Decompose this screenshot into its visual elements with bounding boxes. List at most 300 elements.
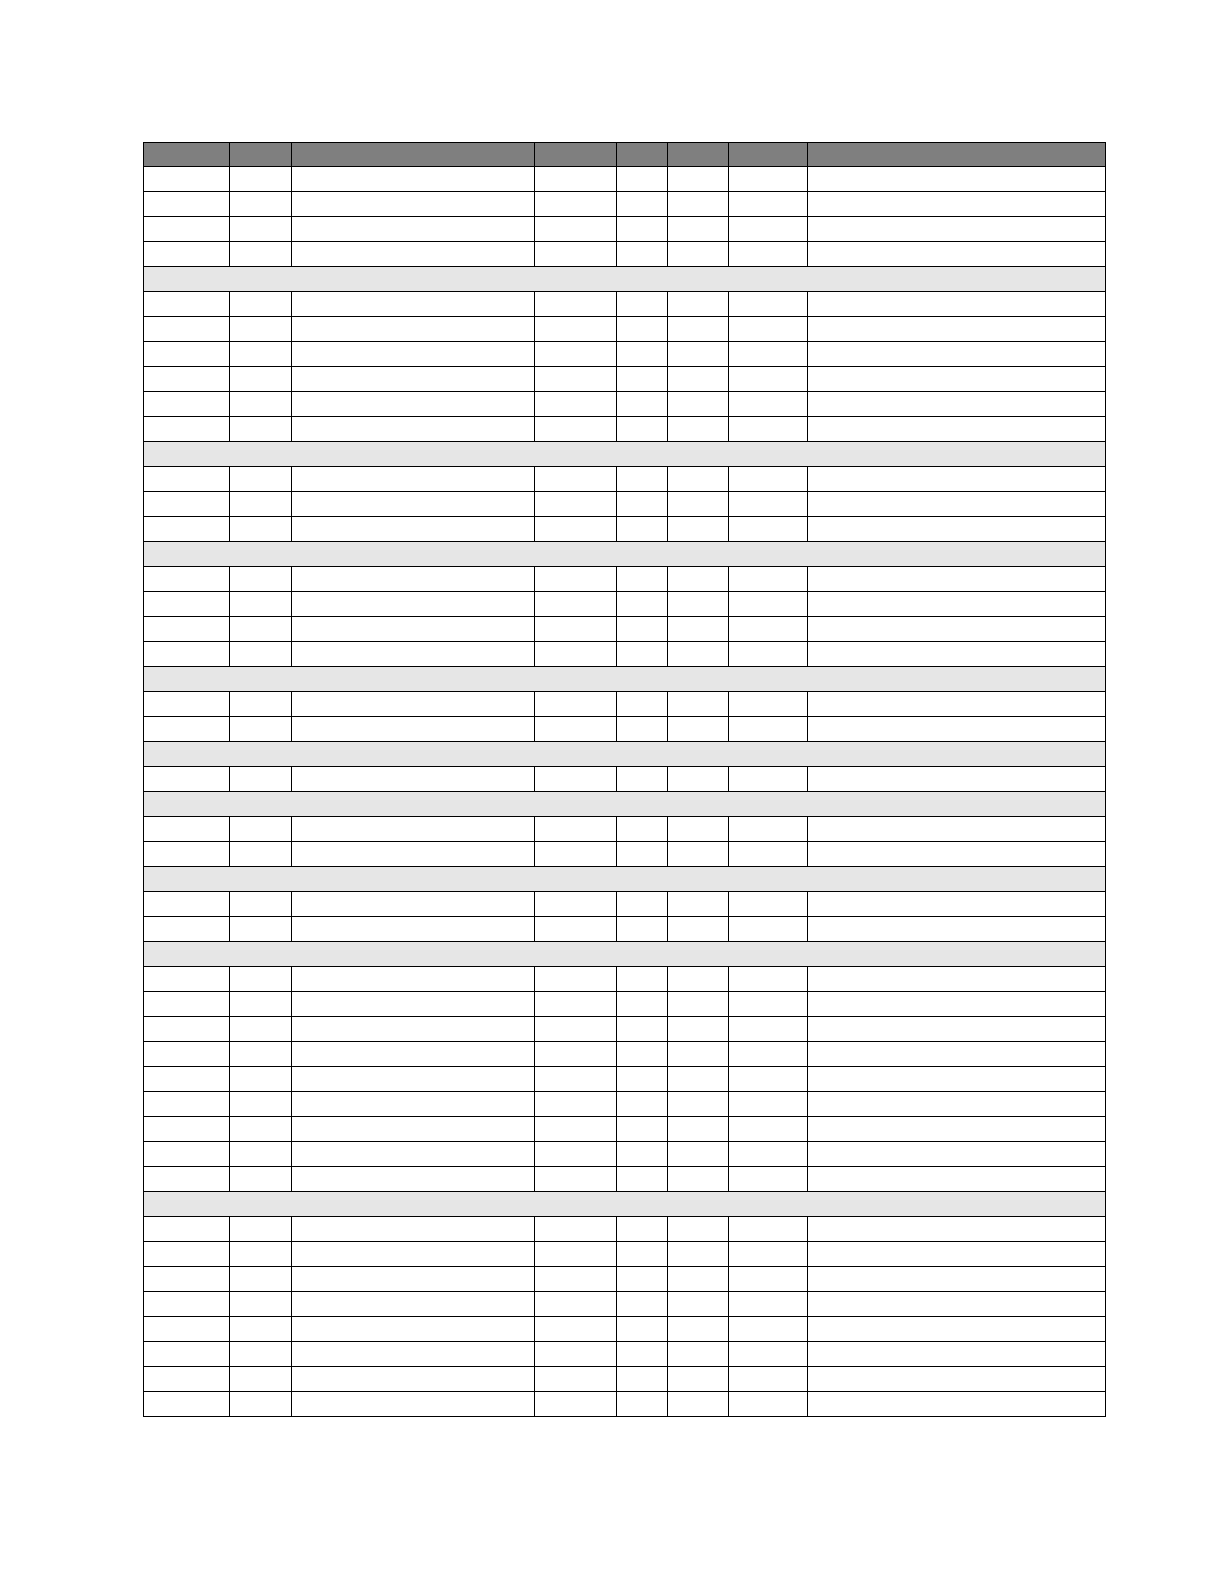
column-header — [535, 143, 617, 167]
table-row — [144, 167, 1106, 192]
table-cell — [808, 367, 1106, 392]
table-cell — [808, 1292, 1106, 1317]
table-cell — [230, 917, 292, 942]
table-cell — [535, 1342, 617, 1367]
table-row — [144, 1167, 1106, 1192]
table-cell — [617, 1042, 668, 1067]
table-cell — [144, 367, 230, 392]
table-cell — [808, 842, 1106, 867]
table-cell — [292, 1392, 535, 1417]
table-cell — [808, 392, 1106, 417]
table-cell — [535, 392, 617, 417]
table-cell — [535, 567, 617, 592]
table-cell — [230, 642, 292, 667]
table-cell — [808, 192, 1106, 217]
table-row — [144, 992, 1106, 1017]
table-cell — [292, 692, 535, 717]
table-row — [144, 1392, 1106, 1417]
table-cell — [144, 1042, 230, 1067]
table-cell — [230, 1167, 292, 1192]
table-cell — [292, 317, 535, 342]
table-cell — [144, 1267, 230, 1292]
table-row — [144, 317, 1106, 342]
table-cell — [668, 717, 729, 742]
table-cell — [808, 342, 1106, 367]
table-cell — [535, 967, 617, 992]
table-cell — [230, 1267, 292, 1292]
table-cell — [617, 842, 668, 867]
table-cell — [729, 1067, 808, 1092]
table-cell — [729, 642, 808, 667]
table-cell — [668, 1267, 729, 1292]
table-cell — [729, 592, 808, 617]
table-cell — [617, 1117, 668, 1142]
table-cell — [729, 492, 808, 517]
table-row — [144, 1242, 1106, 1267]
section-header-cell — [144, 267, 1106, 292]
table-cell — [617, 692, 668, 717]
table-cell — [729, 242, 808, 267]
table-cell — [617, 1092, 668, 1117]
table-cell — [144, 217, 230, 242]
table-cell — [292, 992, 535, 1017]
table-cell — [144, 392, 230, 417]
table-cell — [292, 817, 535, 842]
table-cell — [617, 1067, 668, 1092]
table-cell — [535, 417, 617, 442]
table-cell — [729, 1117, 808, 1142]
table-cell — [535, 367, 617, 392]
table-cell — [292, 617, 535, 642]
table-row — [144, 1067, 1106, 1092]
table-cell — [668, 617, 729, 642]
table-cell — [729, 342, 808, 367]
table-cell — [808, 992, 1106, 1017]
table-cell — [292, 517, 535, 542]
table-cell — [535, 1092, 617, 1117]
table-cell — [808, 1217, 1106, 1242]
table-cell — [144, 1217, 230, 1242]
table-cell — [535, 517, 617, 542]
table-cell — [535, 717, 617, 742]
table-cell — [668, 1242, 729, 1267]
table-cell — [668, 567, 729, 592]
table-cell — [144, 417, 230, 442]
table-cell — [617, 717, 668, 742]
table-cell — [808, 892, 1106, 917]
table-cell — [535, 1242, 617, 1267]
table-cell — [808, 717, 1106, 742]
table-cell — [729, 842, 808, 867]
table-cell — [729, 817, 808, 842]
table-row — [144, 767, 1106, 792]
table-header-row — [144, 143, 1106, 167]
table-row — [144, 1367, 1106, 1392]
table-cell — [617, 967, 668, 992]
table-cell — [668, 242, 729, 267]
table-cell — [668, 767, 729, 792]
table-cell — [230, 617, 292, 642]
table-cell — [144, 917, 230, 942]
table-cell — [230, 217, 292, 242]
table-cell — [144, 1117, 230, 1142]
table-cell — [144, 167, 230, 192]
table-cell — [230, 892, 292, 917]
table-cell — [230, 817, 292, 842]
table-cell — [668, 1167, 729, 1192]
table-row — [144, 917, 1106, 942]
table-cell — [535, 1042, 617, 1067]
table-cell — [668, 592, 729, 617]
table-cell — [668, 967, 729, 992]
table-cell — [535, 342, 617, 367]
table-row — [144, 892, 1106, 917]
table-cell — [808, 617, 1106, 642]
table-cell — [668, 1017, 729, 1042]
table-cell — [230, 692, 292, 717]
table-cell — [144, 192, 230, 217]
table-cell — [617, 1217, 668, 1242]
table-cell — [144, 342, 230, 367]
table-cell — [535, 1392, 617, 1417]
table-cell — [729, 567, 808, 592]
table-cell — [729, 467, 808, 492]
table-cell — [808, 1042, 1106, 1067]
table-cell — [668, 392, 729, 417]
table-cell — [808, 517, 1106, 542]
table-cell — [292, 292, 535, 317]
table-cell — [230, 367, 292, 392]
table-cell — [144, 517, 230, 542]
table-cell — [535, 1067, 617, 1092]
table-cell — [729, 1142, 808, 1167]
table-cell — [668, 842, 729, 867]
table-cell — [535, 1217, 617, 1242]
table-cell — [808, 1342, 1106, 1367]
table-cell — [535, 1267, 617, 1292]
data-table — [143, 142, 1106, 1417]
table-cell — [292, 1317, 535, 1342]
table-cell — [230, 1292, 292, 1317]
table-cell — [729, 967, 808, 992]
table-cell — [144, 317, 230, 342]
section-header-row — [144, 442, 1106, 467]
table-cell — [668, 1342, 729, 1367]
table-cell — [617, 467, 668, 492]
column-header — [617, 143, 668, 167]
table-row — [144, 417, 1106, 442]
table-cell — [729, 917, 808, 942]
column-header — [668, 143, 729, 167]
table-row — [144, 367, 1106, 392]
table-cell — [230, 592, 292, 617]
table-cell — [144, 1142, 230, 1167]
column-header — [292, 143, 535, 167]
table-cell — [617, 417, 668, 442]
table-cell — [729, 1017, 808, 1042]
table-cell — [292, 1242, 535, 1267]
table-cell — [668, 1392, 729, 1417]
table-cell — [729, 1242, 808, 1267]
table-cell — [729, 167, 808, 192]
table-row — [144, 242, 1106, 267]
table-row — [144, 617, 1106, 642]
table-cell — [230, 192, 292, 217]
section-header-row — [144, 1192, 1106, 1217]
table-cell — [668, 367, 729, 392]
table-cell — [668, 1042, 729, 1067]
table-cell — [617, 1267, 668, 1292]
table-cell — [729, 1092, 808, 1117]
table-cell — [668, 1067, 729, 1092]
table-cell — [144, 842, 230, 867]
table-cell — [808, 1267, 1106, 1292]
document-table-container — [143, 142, 1105, 1417]
table-cell — [535, 492, 617, 517]
table-cell — [729, 1342, 808, 1367]
table-row — [144, 817, 1106, 842]
section-header-row — [144, 742, 1106, 767]
table-cell — [668, 1142, 729, 1167]
table-cell — [144, 817, 230, 842]
table-cell — [292, 642, 535, 667]
table-cell — [144, 1167, 230, 1192]
table-cell — [808, 1367, 1106, 1392]
table-cell — [144, 1092, 230, 1117]
table-cell — [230, 1367, 292, 1392]
table-cell — [292, 217, 535, 242]
table-cell — [144, 642, 230, 667]
table-cell — [144, 967, 230, 992]
table-cell — [808, 1067, 1106, 1092]
table-cell — [292, 592, 535, 617]
table-row — [144, 692, 1106, 717]
table-cell — [808, 167, 1106, 192]
table-cell — [808, 917, 1106, 942]
table-cell — [617, 517, 668, 542]
table-cell — [668, 817, 729, 842]
table-cell — [144, 242, 230, 267]
table-cell — [230, 242, 292, 267]
table-row — [144, 1092, 1106, 1117]
table-cell — [230, 392, 292, 417]
table-cell — [144, 1342, 230, 1367]
table-cell — [617, 392, 668, 417]
table-cell — [617, 1242, 668, 1267]
table-cell — [535, 1117, 617, 1142]
table-cell — [535, 1317, 617, 1342]
table-cell — [729, 1267, 808, 1292]
table-cell — [535, 317, 617, 342]
table-cell — [617, 1392, 668, 1417]
table-cell — [729, 892, 808, 917]
table-cell — [230, 467, 292, 492]
table-cell — [729, 617, 808, 642]
table-cell — [144, 1392, 230, 1417]
table-cell — [617, 317, 668, 342]
table-cell — [230, 1017, 292, 1042]
table-cell — [808, 817, 1106, 842]
table-row — [144, 1267, 1106, 1292]
table-cell — [808, 967, 1106, 992]
column-header — [230, 143, 292, 167]
table-cell — [292, 1092, 535, 1117]
section-header-cell — [144, 667, 1106, 692]
table-cell — [729, 1392, 808, 1417]
table-cell — [230, 967, 292, 992]
table-cell — [535, 292, 617, 317]
table-cell — [617, 192, 668, 217]
table-cell — [292, 492, 535, 517]
table-cell — [808, 1092, 1106, 1117]
table-cell — [729, 1292, 808, 1317]
table-cell — [292, 1267, 535, 1292]
table-cell — [808, 417, 1106, 442]
table-cell — [808, 1317, 1106, 1342]
table-cell — [535, 642, 617, 667]
table-cell — [144, 1242, 230, 1267]
table-cell — [729, 392, 808, 417]
table-cell — [535, 817, 617, 842]
table-row — [144, 842, 1106, 867]
table-cell — [617, 767, 668, 792]
table-cell — [535, 467, 617, 492]
table-cell — [230, 1242, 292, 1267]
table-row — [144, 1042, 1106, 1067]
table-cell — [808, 767, 1106, 792]
table-cell — [808, 1142, 1106, 1167]
table-cell — [292, 717, 535, 742]
table-cell — [144, 992, 230, 1017]
table-cell — [617, 817, 668, 842]
table-cell — [617, 642, 668, 667]
table-cell — [617, 342, 668, 367]
table-cell — [292, 392, 535, 417]
table-cell — [729, 292, 808, 317]
table-cell — [808, 642, 1106, 667]
section-header-cell — [144, 942, 1106, 967]
table-cell — [808, 492, 1106, 517]
table-cell — [668, 217, 729, 242]
table-row — [144, 1142, 1106, 1167]
table-cell — [729, 1042, 808, 1067]
table-cell — [808, 1117, 1106, 1142]
table-cell — [230, 317, 292, 342]
table-cell — [144, 1367, 230, 1392]
table-cell — [292, 1042, 535, 1067]
column-header — [808, 143, 1106, 167]
table-cell — [617, 1317, 668, 1342]
table-row — [144, 192, 1106, 217]
table-cell — [668, 1117, 729, 1142]
table-cell — [230, 1117, 292, 1142]
table-cell — [144, 1292, 230, 1317]
table-cell — [617, 217, 668, 242]
table-row — [144, 1317, 1106, 1342]
table-cell — [617, 892, 668, 917]
table-cell — [144, 592, 230, 617]
section-header-cell — [144, 1192, 1106, 1217]
table-cell — [144, 892, 230, 917]
table-cell — [729, 317, 808, 342]
table-cell — [617, 242, 668, 267]
table-cell — [668, 342, 729, 367]
table-cell — [535, 242, 617, 267]
table-cell — [292, 192, 535, 217]
table-cell — [729, 367, 808, 392]
table-cell — [144, 767, 230, 792]
table-cell — [668, 1292, 729, 1317]
table-cell — [668, 292, 729, 317]
table-cell — [292, 417, 535, 442]
table-cell — [808, 1017, 1106, 1042]
table-row — [144, 1117, 1106, 1142]
table-cell — [230, 717, 292, 742]
section-header-cell — [144, 742, 1106, 767]
table-cell — [535, 1017, 617, 1042]
table-cell — [230, 1142, 292, 1167]
table-cell — [144, 567, 230, 592]
table-cell — [230, 417, 292, 442]
table-cell — [535, 592, 617, 617]
table-cell — [535, 167, 617, 192]
table-cell — [617, 617, 668, 642]
table-cell — [668, 692, 729, 717]
table-row — [144, 1017, 1106, 1042]
table-cell — [617, 592, 668, 617]
table-cell — [808, 217, 1106, 242]
section-header-row — [144, 942, 1106, 967]
table-cell — [668, 642, 729, 667]
table-row — [144, 467, 1106, 492]
table-cell — [535, 767, 617, 792]
table-cell — [729, 1317, 808, 1342]
table-cell — [144, 292, 230, 317]
table-cell — [292, 1342, 535, 1367]
table-cell — [292, 967, 535, 992]
section-header-row — [144, 667, 1106, 692]
table-cell — [230, 1342, 292, 1367]
table-cell — [292, 1217, 535, 1242]
table-cell — [292, 242, 535, 267]
table-cell — [144, 1017, 230, 1042]
column-header — [729, 143, 808, 167]
table-cell — [535, 992, 617, 1017]
table-row — [144, 517, 1106, 542]
table-row — [144, 567, 1106, 592]
table-cell — [292, 1292, 535, 1317]
table-row — [144, 967, 1106, 992]
table-cell — [617, 917, 668, 942]
table-cell — [617, 292, 668, 317]
table-cell — [292, 167, 535, 192]
table-cell — [535, 842, 617, 867]
table-cell — [535, 892, 617, 917]
table-cell — [729, 1367, 808, 1392]
table-row — [144, 217, 1106, 242]
table-row — [144, 717, 1106, 742]
table-cell — [292, 567, 535, 592]
table-cell — [729, 692, 808, 717]
table-cell — [292, 1117, 535, 1142]
section-header-cell — [144, 867, 1106, 892]
section-header-row — [144, 542, 1106, 567]
section-header-cell — [144, 442, 1106, 467]
table-cell — [535, 617, 617, 642]
table-cell — [230, 342, 292, 367]
table-cell — [729, 417, 808, 442]
table-cell — [668, 167, 729, 192]
